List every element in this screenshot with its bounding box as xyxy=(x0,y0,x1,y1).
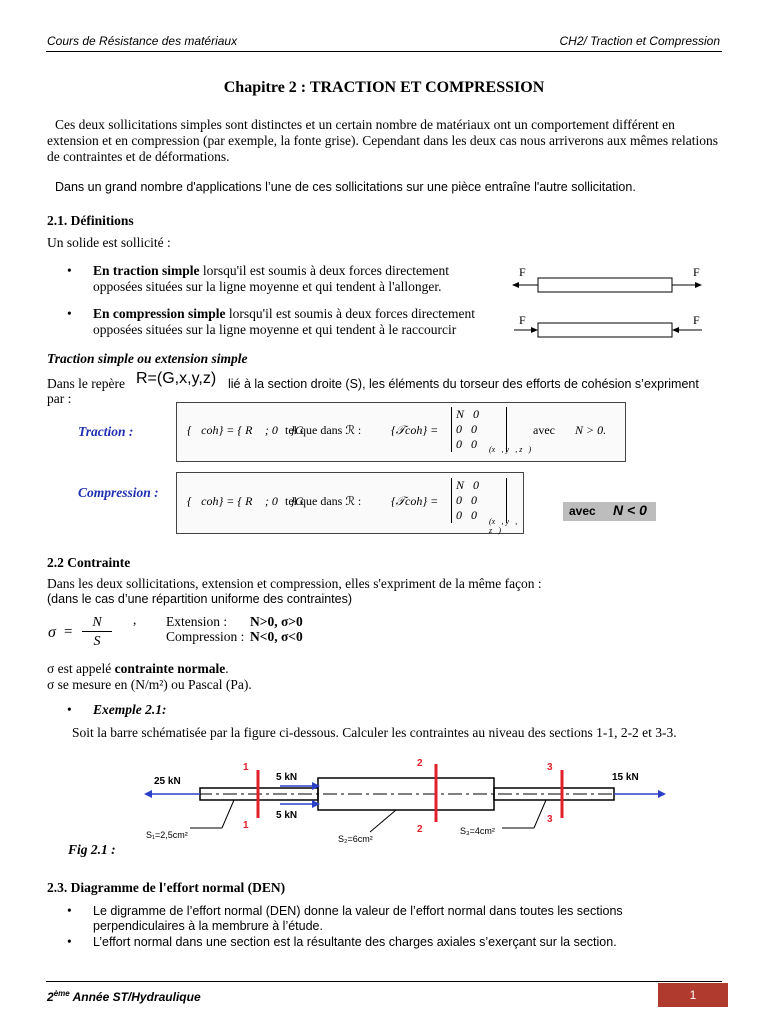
area-s3-label: S₃=4cm² xyxy=(460,826,495,836)
force-arrowhead-mid-bottom xyxy=(312,800,320,808)
normal-prefix: σ est appelé xyxy=(47,661,115,676)
matrix-cell: 0 xyxy=(471,493,477,507)
fraction-denominator: S xyxy=(93,634,101,649)
footer-year: 2 xyxy=(47,990,54,1004)
section-2-3-heading: 2.3. Diagramme de l'effort normal (DEN) xyxy=(47,880,286,895)
traction-arrowhead-left xyxy=(512,282,519,288)
bullet-dot: • xyxy=(67,934,72,949)
force-label-right-2: F xyxy=(693,313,700,327)
formula-comma: , xyxy=(133,612,137,627)
torseur-eq-1: {𝒯coh} = { R⃗ ; 0⃗ }G xyxy=(187,423,304,437)
matrix-cell: 0 xyxy=(471,437,477,451)
sigma-symbol: σ xyxy=(48,624,56,641)
extension-label: Extension : xyxy=(166,614,228,629)
normal-bold: contrainte normale xyxy=(114,661,226,676)
traction-label: Traction : xyxy=(78,424,134,439)
traction-definition xyxy=(93,263,449,279)
compression-definition xyxy=(93,306,475,322)
compression-value: N<0, σ<0 xyxy=(250,629,303,644)
footer-text xyxy=(47,989,201,1004)
footer-rule xyxy=(46,981,722,982)
page-title: Chapitre 2 : TRACTION ET COMPRESSION xyxy=(223,79,545,96)
traction-compression-sketch xyxy=(510,262,715,342)
s3-leader xyxy=(534,800,546,828)
stress-line-2: (dans le cas d’une répartition uniforme des contraintes) xyxy=(47,592,353,606)
compression-arrowhead-right xyxy=(672,327,679,333)
compression-arrowhead-left xyxy=(531,327,538,333)
torseur-eq-2: {𝒯coh} = xyxy=(391,423,439,437)
intro-paragraph-2: Dans un grand nombre d'applications l’une de ces sollicitations sur une pièce entraîne l'autre sollicitation. xyxy=(55,180,636,194)
matrix-cell: 0 xyxy=(471,422,477,436)
section-1-bottom-label: 1 xyxy=(243,820,249,831)
fraction-numerator: N xyxy=(82,615,112,632)
matrix-cell: 0 xyxy=(473,478,480,492)
stress-line-1: Dans les deux sollicitations, extension et compression, elles s'expriment de la même façon : xyxy=(47,576,542,591)
compression-label-2: Compression : xyxy=(166,629,245,644)
force-label-left-2: F xyxy=(519,313,526,327)
force-arrowhead-left xyxy=(144,790,152,798)
den-bullet-2: L’effort normal dans une section est la résultante des charges axiales s’exerçant sur la section. xyxy=(93,935,617,949)
stress-unit-line: σ se mesure en (N/m²) ou Pascal (Pa). xyxy=(47,677,252,692)
matrix-cell: 0 xyxy=(471,508,477,522)
figure-label: Fig 2.1 : xyxy=(68,842,116,857)
repere-line2: par : xyxy=(47,391,72,406)
header-left: Cours de Résistance des matériaux xyxy=(47,34,238,48)
matrix-cell: 0 xyxy=(456,437,462,451)
section-1-top-label: 1 xyxy=(243,762,249,773)
footer-sup: ème xyxy=(53,989,70,998)
bullet-dot: • xyxy=(67,702,72,717)
header-right: CH2/ Traction et Compression xyxy=(559,34,720,48)
traction-arrowhead-right xyxy=(695,282,702,288)
avec-text: avec xyxy=(569,504,596,518)
matrix-cell: 0 xyxy=(456,493,462,507)
basis-label: (x⃗, y⃗, z⃗) xyxy=(489,445,532,454)
compression-bar xyxy=(538,323,672,337)
area-s2-label: S₂=6cm² xyxy=(338,834,373,844)
matrix-n: N xyxy=(456,478,465,492)
force-label-left: F xyxy=(519,265,526,279)
traction-simple-heading: Traction simple ou extension simple xyxy=(47,351,248,366)
compression-label: Compression : xyxy=(78,485,159,500)
section-2-bottom-label: 2 xyxy=(417,824,423,835)
bullet-dot: • xyxy=(67,306,72,321)
force-label-5kn-bottom: 5 kN xyxy=(276,810,298,821)
example-title: Exemple 2.1: xyxy=(93,702,167,717)
traction-term: En traction simple xyxy=(93,263,200,278)
traction-formula-box xyxy=(176,402,626,462)
force-label-15kn: 15 kN xyxy=(612,772,639,783)
intro-paragraph: Ces deux sollicitations simples sont distinctes et un certain nombre de matériaux ont un comportement différent en extension et en compression (par exemple, la fonte grise). Cependant dans les deux cas nous arriverons aux mêmes relations de contraintes et de déformations. xyxy=(47,117,719,164)
avec-text: avec xyxy=(533,423,555,437)
bullet-dot: • xyxy=(67,263,72,278)
section-2-top-label: 2 xyxy=(417,758,423,769)
stepped-bar-figure xyxy=(130,752,670,844)
traction-bar xyxy=(538,278,672,292)
compression-definition-line2: opposées situées sur la ligne moyenne et qui tendent à le raccourcir xyxy=(93,322,457,337)
den-bullet-1-line2: perpendiculaires à la membrure à l’étude. xyxy=(93,919,323,933)
section-3-bottom-label: 3 xyxy=(547,814,553,825)
torseur-eq-1: {𝒯coh} = { R⃗ ; 0⃗ }G xyxy=(187,494,304,508)
compression-formula-box xyxy=(176,472,524,534)
force-arrowhead-mid-top xyxy=(312,782,320,790)
bullet-dot: • xyxy=(67,903,72,918)
force-arrowhead-right xyxy=(658,790,666,798)
section-2-1-lead: Un solide est sollicité : xyxy=(47,235,171,250)
traction-condition: N > 0. xyxy=(575,423,607,437)
s1-leader xyxy=(222,800,234,828)
normal-stress-line xyxy=(47,661,229,677)
repere-prefix: Dans le repère xyxy=(47,376,125,391)
tel-que-text: tel que dans ℛ : xyxy=(285,494,362,508)
matrix-n: N xyxy=(456,407,465,421)
torseur-eq-2: {𝒯coh} = xyxy=(391,494,439,508)
traction-definition-line2: opposées situées sur la ligne moyenne et qui tendent à l'allonger. xyxy=(93,279,442,294)
repere-formula: R=(G,x,y,z) xyxy=(136,370,217,387)
force-label-right: F xyxy=(693,265,700,279)
compression-text: lorsqu'il est soumis à deux forces directement xyxy=(225,306,476,321)
compression-condition: N < 0 xyxy=(613,502,647,518)
footer-label: Année ST/Hydraulique xyxy=(69,990,201,1004)
matrix-cell: 0 xyxy=(456,508,462,522)
repere-text: lié à la section droite (S), les éléments du torseur des efforts de cohésion s’expriment xyxy=(228,377,699,391)
page-number: 1 xyxy=(658,983,728,1007)
basis-label: (x⃗, y⃗, z⃗) xyxy=(489,517,518,535)
traction-text: lorsqu'il est soumis à deux forces directement xyxy=(199,263,449,278)
equals-sign: = xyxy=(64,624,73,640)
s2-leader xyxy=(370,810,396,832)
force-label-5kn-top: 5 kN xyxy=(276,772,298,783)
matrix-cell: 0 xyxy=(473,407,480,421)
normal-suffix: . xyxy=(225,661,229,676)
den-bullet-1-line1: Le digramme de l’effort normal (DEN) donne la valeur de l’effort normal dans toutes les sections xyxy=(93,904,623,918)
compression-condition-box xyxy=(563,502,656,521)
header-rule xyxy=(46,51,722,52)
force-label-25kn: 25 kN xyxy=(154,776,181,787)
section-2-1-heading: 2.1. Définitions xyxy=(47,213,134,228)
compression-term: En compression simple xyxy=(93,306,226,321)
section-2-2-heading: 2.2 Contrainte xyxy=(47,555,131,570)
section-3-top-label: 3 xyxy=(547,762,553,773)
matrix-cell: 0 xyxy=(456,422,462,436)
area-s1-label: S₁=2,5cm² xyxy=(146,830,188,840)
example-text: Soit la barre schématisée par la figure ci-dessous. Calculer les contraintes au niveau des sections 1-1, 2-2 et 3-3. xyxy=(72,725,677,740)
extension-value: N>0, σ>0 xyxy=(250,614,303,629)
tel-que-text: tel que dans ℛ : xyxy=(285,423,362,437)
